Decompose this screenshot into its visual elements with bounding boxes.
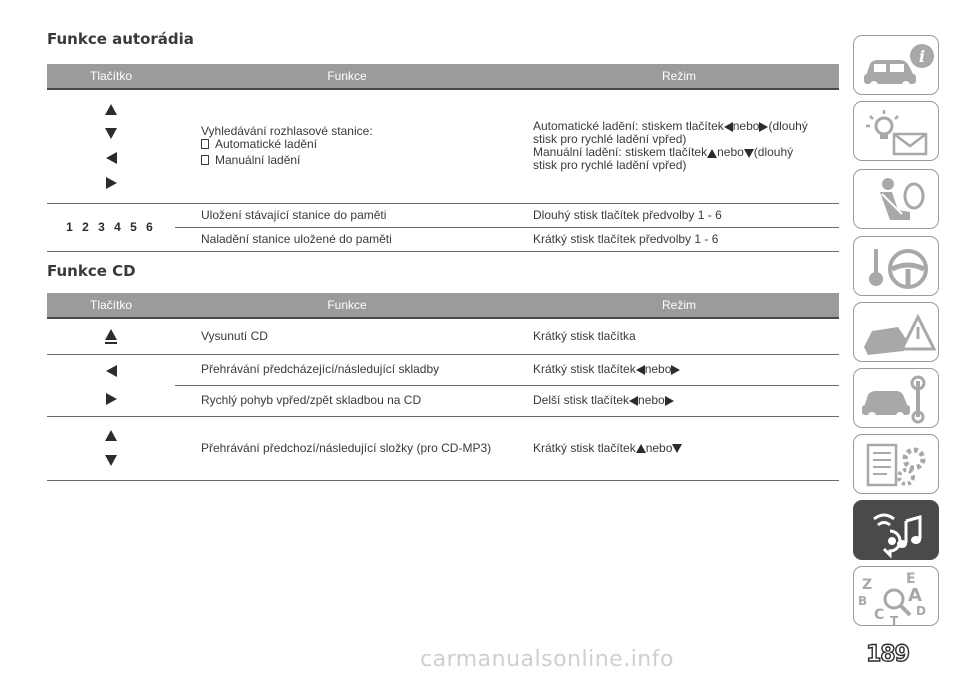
sidebar-tab-car-info[interactable] bbox=[853, 35, 939, 95]
header-mode: Režim bbox=[519, 293, 839, 318]
table-header-row bbox=[47, 64, 839, 89]
function-cell bbox=[175, 89, 519, 203]
watermark: carmanualsonline.info bbox=[420, 647, 674, 672]
header-function: Funkce bbox=[175, 64, 519, 89]
list-item: Manuální ladění bbox=[201, 154, 513, 167]
table-row bbox=[47, 354, 839, 385]
list-item: Automatické ladění bbox=[201, 138, 513, 151]
folder-buttons-cell bbox=[47, 416, 175, 480]
arrow-left-icon bbox=[724, 122, 733, 132]
arrow-left-icon bbox=[106, 152, 117, 164]
arrow-up-icon bbox=[707, 149, 717, 158]
accident-icon bbox=[854, 303, 940, 363]
checkbox-bullet-icon bbox=[201, 139, 209, 149]
arrow-right-icon bbox=[106, 177, 117, 189]
cd-functions-table bbox=[47, 293, 839, 481]
mode-cell: Delší stisk tlačítek nebo bbox=[519, 385, 839, 416]
header-button: Tlačítko bbox=[47, 64, 175, 89]
svg-text:T: T bbox=[890, 614, 899, 627]
svg-text:A: A bbox=[908, 585, 922, 606]
seat-airbag-icon bbox=[854, 170, 940, 230]
header-function: Funkce bbox=[175, 293, 519, 318]
car-wrench-icon bbox=[854, 369, 940, 429]
header-button: Tlačítko bbox=[47, 293, 175, 318]
table-row bbox=[47, 203, 839, 227]
function-cell: Vysunutí CD bbox=[175, 318, 519, 354]
arrow-right-icon bbox=[665, 396, 674, 406]
arrow-up-icon bbox=[105, 104, 117, 115]
svg-text:Z: Z bbox=[862, 577, 873, 593]
header-mode: Režim bbox=[519, 64, 839, 89]
preset-buttons-label: 1 2 3 4 5 6 bbox=[66, 219, 156, 234]
function-cell: Přehrávání předchozí/následující složky (pro CD-MP3) bbox=[175, 416, 519, 480]
section-title-radio: Funkce autorádia bbox=[47, 30, 194, 48]
warning-lights-icon bbox=[854, 102, 940, 162]
arrow-down-icon bbox=[672, 444, 682, 453]
sidebar-tab-multimedia[interactable] bbox=[853, 500, 939, 560]
svg-text:D: D bbox=[916, 604, 926, 618]
checkbox-bullet-icon bbox=[201, 155, 209, 165]
sidebar-tab-accident[interactable] bbox=[853, 302, 939, 362]
arrow-left-icon bbox=[636, 365, 645, 375]
table-header-row bbox=[47, 293, 839, 318]
mode-cell: Krátký stisk tlačítek nebo bbox=[519, 354, 839, 385]
eject-button-cell bbox=[47, 318, 175, 354]
sidebar-tab-seat-airbag[interactable] bbox=[853, 169, 939, 229]
table-row bbox=[47, 416, 839, 480]
svg-text:i: i bbox=[918, 47, 926, 66]
function-title: Vyhledávání rozhlasové stanice: bbox=[201, 124, 373, 139]
spec-gears-icon bbox=[854, 435, 940, 495]
table-row bbox=[47, 318, 839, 354]
arrow-down-icon bbox=[105, 455, 117, 466]
svg-text:B: B bbox=[858, 594, 868, 608]
table-row bbox=[47, 89, 839, 203]
arrow-up-icon bbox=[105, 430, 117, 441]
svg-text:C: C bbox=[874, 607, 885, 623]
arrow-up-icon bbox=[636, 444, 646, 453]
sidebar-tab-index[interactable] bbox=[853, 566, 939, 626]
function-cell: Naladění stanice uložené do paměti bbox=[175, 227, 519, 251]
tuning-buttons-cell bbox=[47, 89, 175, 203]
sidebar-tab-steering-key[interactable] bbox=[853, 236, 939, 296]
mode-cell: Krátký stisk tlačítek nebo bbox=[519, 416, 839, 480]
mode-cell: Krátký stisk tlačítka bbox=[519, 318, 839, 354]
arrow-down-icon bbox=[105, 128, 117, 139]
arrow-right-icon bbox=[106, 393, 117, 405]
radio-functions-table bbox=[47, 64, 839, 252]
arrow-left-icon bbox=[106, 365, 117, 377]
page-number: 189 bbox=[866, 642, 909, 667]
sidebar-tab-car-wrench[interactable] bbox=[853, 368, 939, 428]
function-cell: Rychlý pohyb vpřed/zpět skladbou na CD bbox=[175, 385, 519, 416]
arrow-right-icon bbox=[671, 365, 680, 375]
mode-cell: Dlouhý stisk tlačítek předvolby 1 - 6 bbox=[519, 203, 839, 227]
arrow-left-icon bbox=[629, 396, 638, 406]
preset-buttons-cell bbox=[47, 203, 175, 251]
track-buttons-cell bbox=[47, 354, 175, 416]
svg-text:E: E bbox=[906, 571, 916, 587]
section-title-cd: Funkce CD bbox=[47, 262, 136, 280]
mode-cell: Krátký stisk tlačítek předvolby 1 - 6 bbox=[519, 227, 839, 251]
multimedia-icon bbox=[854, 501, 940, 561]
function-cell: Uložení stávající stanice do paměti bbox=[175, 203, 519, 227]
function-cell: Přehrávání předcházející/následující skladby bbox=[175, 354, 519, 385]
mode-cell: Automatické ladění: stiskem tlačítek nebo (dlouhý stisk pro rychlé ladění vpřed) Manuální ladění: stiskem tlačítek nebo (dlouhý stisk pro rychlé ladění vpřed) bbox=[519, 89, 839, 203]
car-info-icon bbox=[854, 36, 940, 96]
sidebar-tab-warning-lights[interactable] bbox=[853, 101, 939, 161]
steering-key-icon bbox=[854, 237, 940, 297]
index-icon bbox=[854, 567, 940, 627]
chapter-sidebar bbox=[853, 0, 939, 627]
sidebar-tab-spec-gears[interactable] bbox=[853, 434, 939, 494]
eject-icon bbox=[105, 329, 117, 344]
arrow-down-icon bbox=[744, 149, 754, 158]
